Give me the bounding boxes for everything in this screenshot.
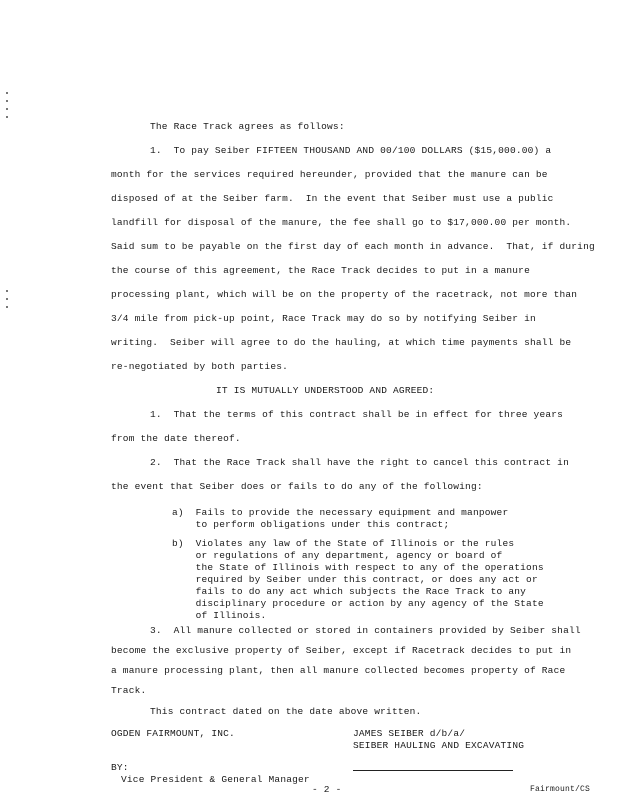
item-b-line: disciplinary procedure or action by any agency of the State xyxy=(172,598,544,609)
item-b-line: required by Seiber under this contract, or does any act or xyxy=(172,574,538,585)
para1-line: processing plant, which will be on the property of the racetrack, not more than xyxy=(111,289,578,300)
mutual2-line: 2. That the Race Track shall have the right to cancel this contract in xyxy=(150,457,569,468)
signatory-left-title: Vice President & General Manager xyxy=(121,774,310,785)
para1-line: the course of this agreement, the Race Track decides to put in a manure xyxy=(111,265,530,276)
mutual3-line: Track. xyxy=(111,685,147,696)
mutual3-line: become the exclusive property of Seiber, except if Racetrack decides to put in xyxy=(111,645,572,656)
mutual2-line: the event that Seiber does or fails to do any of the following: xyxy=(111,481,483,492)
page-number: - 2 - xyxy=(312,784,342,795)
item-b-line: b) Violates any law of the State of Illinois or the rules xyxy=(172,538,515,549)
mutual1-line: 1. That the terms of this contract shall be in effect for three years xyxy=(150,409,564,420)
para1-line: 3/4 mile from pick-up point, Race Track may do so by notifying Seiber in xyxy=(111,313,536,324)
item-a-line: to perform obligations under this contract; xyxy=(172,519,450,530)
margin-punch-marks-top xyxy=(6,92,8,124)
para1-line: Said sum to be payable on the first day of each month in advance. That, if during xyxy=(111,241,595,252)
mutual3-line: a manure processing plant, then all manure collected becomes property of Race xyxy=(111,665,566,676)
item-b-line: or regulations of any department, agency or board of xyxy=(172,550,503,561)
para1-line: writing. Seiber will agree to do the hauling, at which time payments shall be xyxy=(111,337,572,348)
mutual-heading: IT IS MUTUALLY UNDERSTOOD AND AGREED: xyxy=(216,385,435,396)
signatory-right-company: SEIBER HAULING AND EXCAVATING xyxy=(353,740,525,751)
para1-line: disposed of at the Seiber farm. In the event that Seiber must use a public xyxy=(111,193,554,204)
contract-dated-line: This contract dated on the date above written. xyxy=(150,706,422,717)
item-b-line: fails to do any act which subjects the Race Track to any xyxy=(172,586,527,597)
footer-code: Fairmount/CS xyxy=(530,785,591,794)
mutual1-line: from the date thereof. xyxy=(111,433,241,444)
item-b-line: of Illinois. xyxy=(172,610,267,621)
by-label: BY: xyxy=(111,762,129,773)
item-a-line: a) Fails to provide the necessary equipment and manpower xyxy=(172,507,509,518)
signatory-left-company: OGDEN FAIRMOUNT, INC. xyxy=(111,728,235,739)
item-b-line: the State of Illinois with respect to any of the operations xyxy=(172,562,544,573)
para1-line: month for the services required hereunder, provided that the manure can be xyxy=(111,169,548,180)
para1-line: 1. To pay Seiber FIFTEEN THOUSAND AND 00/100 DOLLARS ($15,000.00) a xyxy=(150,145,552,156)
margin-punch-marks-middle xyxy=(6,290,8,314)
para1-line: landfill for disposal of the manure, the fee shall go to $17,000.00 per month. xyxy=(111,217,572,228)
signatory-right-name: JAMES SEIBER d/b/a/ xyxy=(353,728,466,739)
para1-line: re-negotiated by both parties. xyxy=(111,361,289,372)
signature-line-right xyxy=(353,770,513,771)
intro-line: The Race Track agrees as follows: xyxy=(150,121,345,132)
mutual3-line: 3. All manure collected or stored in containers provided by Seiber shall xyxy=(150,625,581,636)
